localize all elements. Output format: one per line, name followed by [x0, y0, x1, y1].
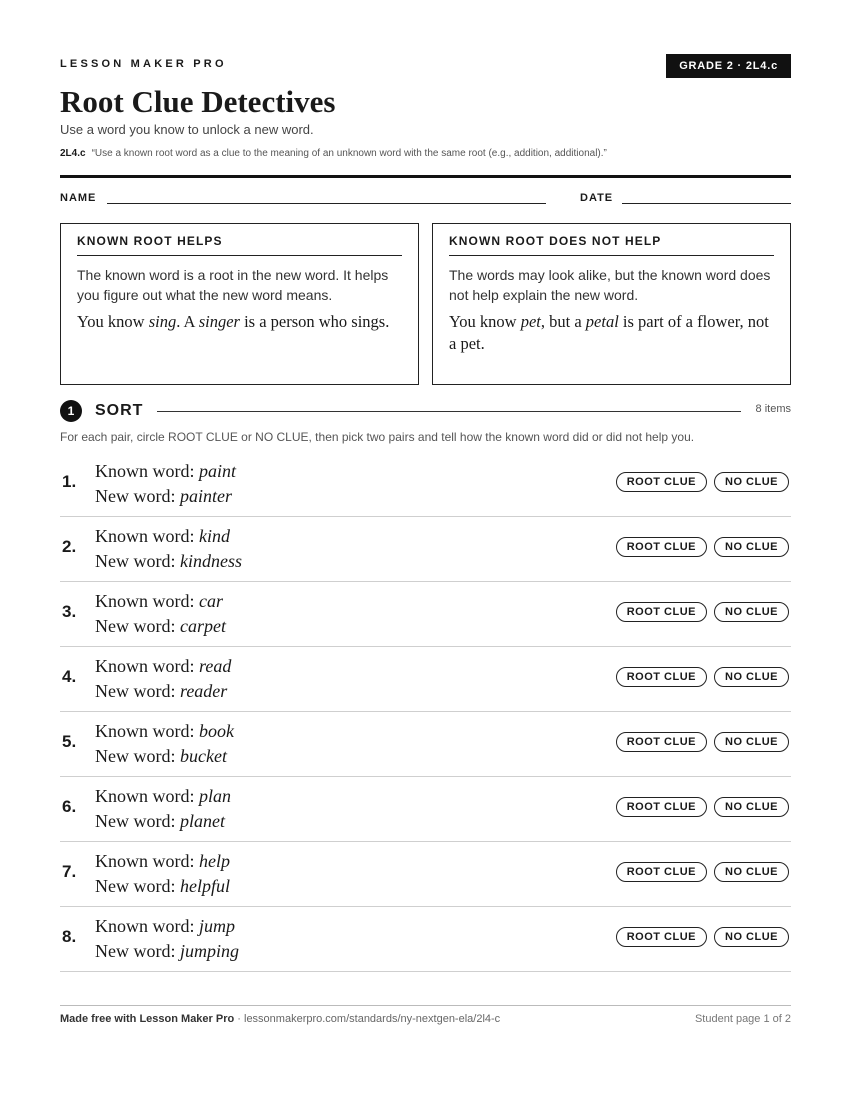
new-word: helpful [179, 876, 230, 896]
answer-options [616, 472, 789, 492]
root-clue-option[interactable]: ROOT CLUE [616, 472, 707, 492]
known-word: car [199, 591, 223, 611]
known-root-no-help-box [432, 223, 791, 385]
known-word: read [199, 656, 232, 676]
footer-made: Made free with Lesson Maker Pro [60, 1013, 235, 1025]
no-clue-option[interactable]: NO CLUE [714, 927, 789, 947]
page-title: Root Clue Detectives [60, 84, 336, 119]
no-clue-option[interactable]: NO CLUE [714, 862, 789, 882]
list-item [60, 582, 791, 647]
new-word-line: New word: reader [95, 681, 228, 701]
list-item [60, 452, 791, 517]
new-word: bucket [179, 746, 227, 766]
standard-line [60, 148, 607, 159]
known-root-no-help-example: You know pet, but a petal is part of a flower, not a pet. [449, 312, 769, 353]
header-divider [60, 175, 791, 178]
known-word-line: Known word: jump [95, 916, 235, 936]
answer-options [616, 927, 789, 947]
known-root-no-help-body: The words may look alike, but the known word does not help explain the new word. [449, 267, 771, 303]
list-item [60, 517, 791, 582]
name-label: NAME [60, 192, 97, 204]
new-word: kindness [179, 551, 242, 571]
no-clue-option[interactable]: NO CLUE [714, 732, 789, 752]
footer-page: Student page 1 of 2 [694, 1013, 791, 1025]
root-clue-option[interactable]: ROOT CLUE [616, 797, 707, 817]
item-number: 1. [62, 472, 77, 491]
known-word-line: Known word: car [95, 591, 223, 611]
root-clue-option[interactable]: ROOT CLUE [616, 667, 707, 687]
new-word: reader [179, 681, 228, 701]
known-word-line: Known word: paint [95, 461, 237, 481]
instructions: For each pair, circle ROOT CLUE or NO CLUE, then pick two pairs and tell how the known word did or did not help you. [60, 430, 695, 444]
no-clue-option[interactable]: NO CLUE [714, 472, 789, 492]
brand-name: LESSON MAKER PRO [60, 58, 227, 70]
section-title: SORT [95, 402, 144, 419]
word-pair [95, 784, 231, 834]
date-label: DATE [580, 192, 614, 204]
standard-code: 2L4.c [60, 148, 86, 159]
known-word-line: Known word: kind [95, 526, 230, 546]
footer-divider [60, 1005, 791, 1006]
list-item [60, 842, 791, 907]
item-list [60, 452, 791, 972]
item-number: 8. [62, 927, 77, 946]
new-word: jumping [179, 941, 239, 961]
new-word-line: New word: jumping [95, 941, 239, 961]
footer-credit [60, 1013, 500, 1025]
new-word-line: New word: bucket [95, 746, 227, 766]
known-root-helps-heading: KNOWN ROOT HELPS [77, 234, 402, 256]
answer-options [616, 862, 789, 882]
new-word: painter [179, 486, 232, 506]
new-word-line: New word: painter [95, 486, 232, 506]
known-root-helps-example: You know sing. A singer is a person who sings. [77, 312, 390, 331]
no-clue-option[interactable]: NO CLUE [714, 797, 789, 817]
answer-options [616, 537, 789, 557]
root-clue-option[interactable]: ROOT CLUE [616, 862, 707, 882]
known-root-helps-box [60, 223, 419, 385]
word-pair [95, 524, 242, 574]
item-number: 2. [62, 537, 77, 556]
root-clue-option[interactable]: ROOT CLUE [616, 927, 707, 947]
known-word: paint [199, 461, 237, 481]
known-word-line: Known word: help [95, 851, 230, 871]
known-root-helps-body: The known word is a root in the new word. It helps you figure out what the new word means. [77, 267, 389, 303]
known-word: plan [199, 786, 232, 806]
section-divider [157, 411, 741, 412]
item-number: 4. [62, 667, 77, 686]
item-count: 8 items [755, 403, 791, 415]
footer-url: · lessonmakerpro.com/standards/ny-nextgen-ela/2l4-c [234, 1013, 501, 1025]
root-clue-option[interactable]: ROOT CLUE [616, 537, 707, 557]
page-subtitle: Use a word you know to unlock a new word. [60, 122, 314, 137]
new-word-line: New word: carpet [95, 616, 226, 636]
known-word: help [199, 851, 230, 871]
item-number: 6. [62, 797, 77, 816]
standard-text: “Use a known root word as a clue to the meaning of an unknown word with the same root (e.g., addition, additional).” [91, 148, 607, 159]
no-clue-option[interactable]: NO CLUE [714, 602, 789, 622]
known-word: jump [199, 916, 235, 936]
list-item [60, 907, 791, 972]
new-word-line: New word: kindness [95, 551, 242, 571]
date-field[interactable] [622, 203, 791, 204]
word-pair [95, 459, 236, 509]
root-clue-option[interactable]: ROOT CLUE [616, 732, 707, 752]
known-word: kind [199, 526, 230, 546]
word-pair [95, 914, 239, 964]
section-number-badge: 1 [60, 400, 82, 422]
item-number: 3. [62, 602, 77, 621]
answer-options [616, 732, 789, 752]
item-number: 5. [62, 732, 77, 751]
no-clue-option[interactable]: NO CLUE [714, 537, 789, 557]
name-field[interactable] [107, 203, 546, 204]
root-clue-option[interactable]: ROOT CLUE [616, 602, 707, 622]
grade-badge: GRADE 2 · 2L4.c [666, 54, 791, 78]
list-item [60, 777, 791, 842]
word-pair [95, 719, 234, 769]
list-item [60, 712, 791, 777]
known-word-line: Known word: book [95, 721, 234, 741]
known-root-no-help-heading: KNOWN ROOT DOES NOT HELP [449, 234, 774, 256]
answer-options [616, 667, 789, 687]
answer-options [616, 797, 789, 817]
new-word: planet [179, 811, 225, 831]
known-word: book [199, 721, 234, 741]
new-word-line: New word: helpful [95, 876, 230, 896]
word-pair [95, 654, 231, 704]
answer-options [616, 602, 789, 622]
word-pair [95, 849, 230, 899]
known-word-line: Known word: read [95, 656, 232, 676]
list-item [60, 647, 791, 712]
no-clue-option[interactable]: NO CLUE [714, 667, 789, 687]
new-word-line: New word: planet [95, 811, 225, 831]
known-word-line: Known word: plan [95, 786, 232, 806]
new-word: carpet [179, 616, 226, 636]
item-number: 7. [62, 862, 77, 881]
word-pair [95, 589, 226, 639]
